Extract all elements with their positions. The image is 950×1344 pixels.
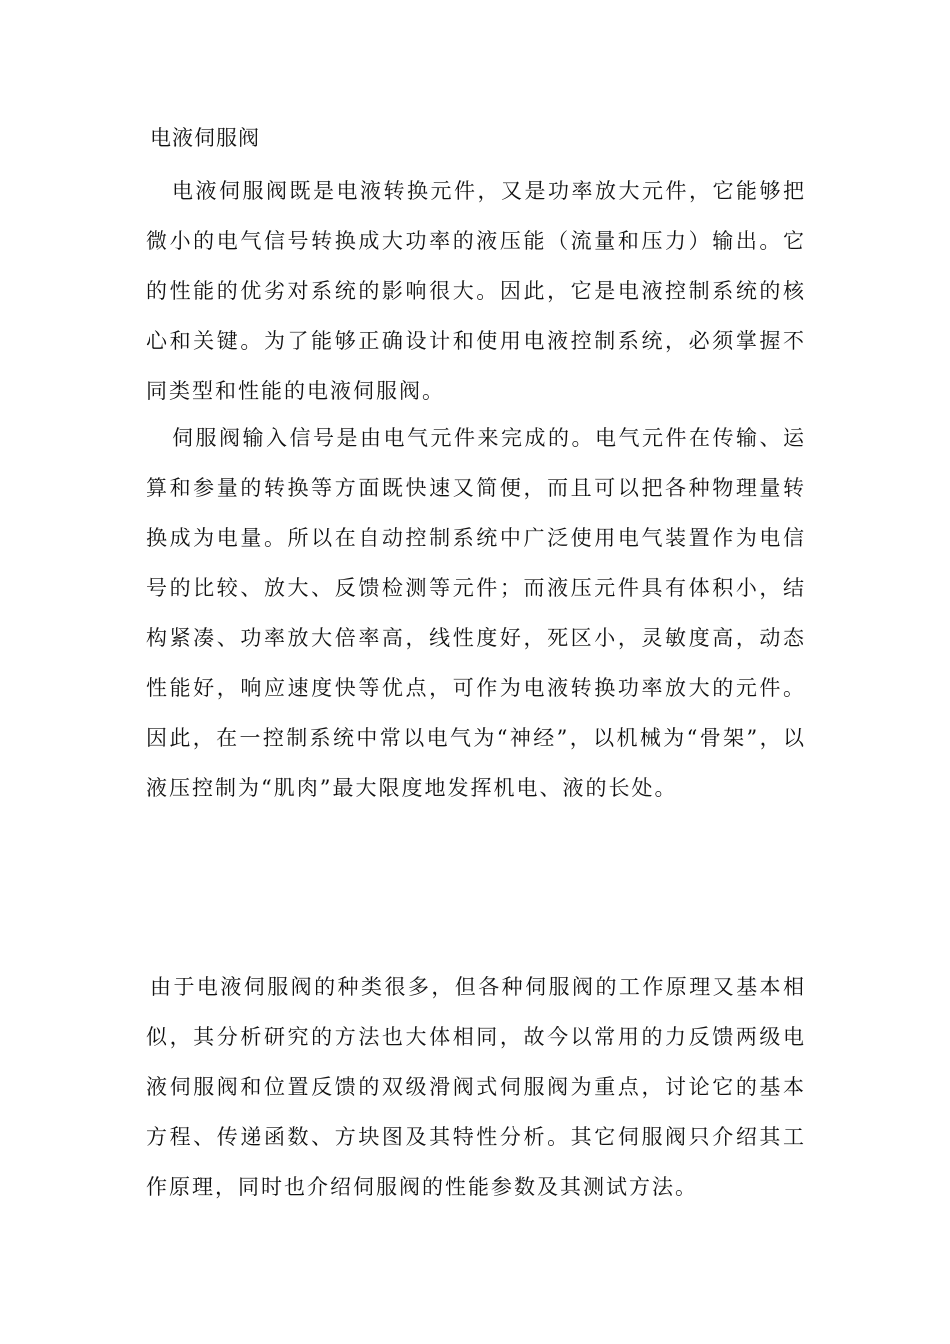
document-title: 电液伺服阀 (150, 126, 260, 150)
paragraph-analysis-scope: 由于电液伺服阀的种类很多，但各种伺服阀的工作原理又基本相似，其分析研究的方法也大体相同，故今以常用的力反馈两级电液伺服阀和位置反馈的双级滑阀式伺服阀为重点，讨论它的基本方程、传递函数、方块图及其特性分析。其它伺服阀只介绍其工作原理，同时也介绍伺服阀的性能参数及其测试方法。 (146, 975, 806, 1199)
paragraph-input-signal: 伺服阀输入信号是由电气元件来完成的。电气元件在传输、运算和参量的转换等方面既快速又简便，而且可以把各种物理量转换成为电量。所以在自动控制系统中广泛使用电气装置作为电信号的比较、放大、反馈检测等元件；而液压元件具有体积小，结构紧凑、功率放大倍率高，线性度好，死区小，灵敏度高，动态性能好，响应速度快等优点，可作为电液转换功率放大的元件。因此，在一控制系统中常以电气为“神经”，以机械为“骨架”，以液压控制为“肌肉”最大限度地发挥机电、液的长处。 (146, 426, 806, 800)
paragraph-intro: 电液伺服阀既是电液转换元件，又是功率放大元件，它能够把微小的电气信号转换成大功率的液压能（流量和压力）输出。它的性能的优劣对系统的影响很大。因此，它是电液控制系统的核心和关键。为了能够正确设计和使用电液控制系统，必须掌握不同类型和性能的电液伺服阀。 (146, 179, 806, 403)
